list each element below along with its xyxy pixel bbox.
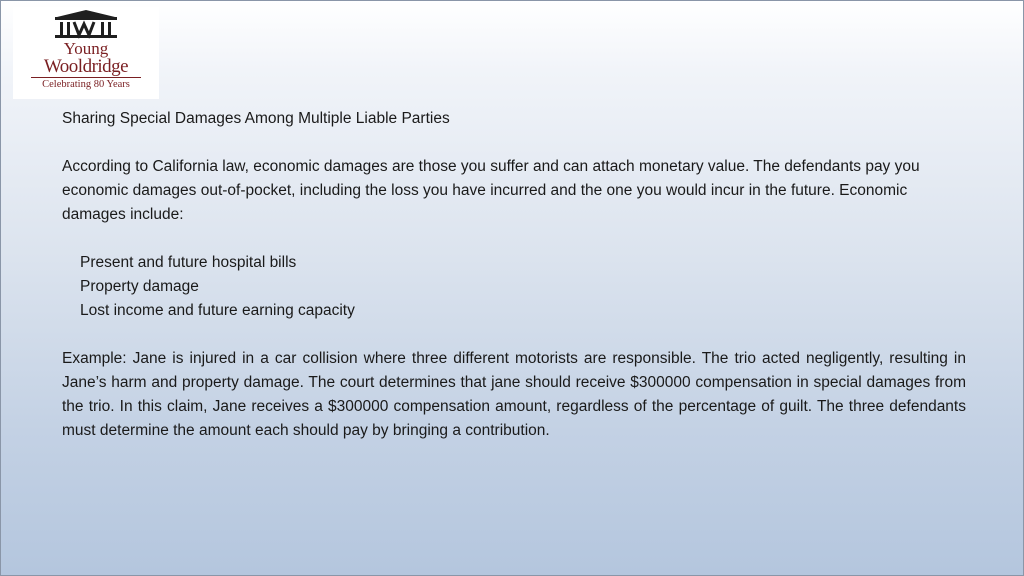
slide-heading: Sharing Special Damages Among Multiple Liable Parties bbox=[62, 110, 450, 127]
logo-divider bbox=[31, 77, 141, 78]
slide-body bbox=[62, 107, 966, 443]
damages-list bbox=[62, 251, 966, 323]
logo-tagline: Celebrating 80 Years bbox=[42, 79, 130, 90]
example-paragraph: Example: Jane is injured in a car collision where three different motorists are responsible. The trio acted negligently, resulting in Jane’s harm and property damage. The court determines that jane should receive $300000 compensation in special damages from the trio. In this claim, Jane receives a $300000 compensation amount, regardless of the percentage of guilt. The three defendants must determine the amount each should pay by bringing a contribution. bbox=[62, 350, 966, 439]
list-item: Present and future hospital bills bbox=[80, 254, 297, 271]
logo-name-young: Young bbox=[63, 39, 109, 58]
logo-name-wooldridge: Wooldridge bbox=[43, 56, 129, 77]
building-columns-icon bbox=[13, 7, 159, 41]
list-item: Lost income and future earning capacity bbox=[80, 302, 355, 319]
intro-paragraph: According to California law, economic damages are those you suffer and can attach monetary value. The defendants pay you economic damages out-of-pocket, including the loss you have incurred and the one you would incur in the future. Economic damages include: bbox=[62, 158, 920, 223]
firm-logo bbox=[13, 7, 159, 99]
list-item: Property damage bbox=[80, 278, 199, 295]
